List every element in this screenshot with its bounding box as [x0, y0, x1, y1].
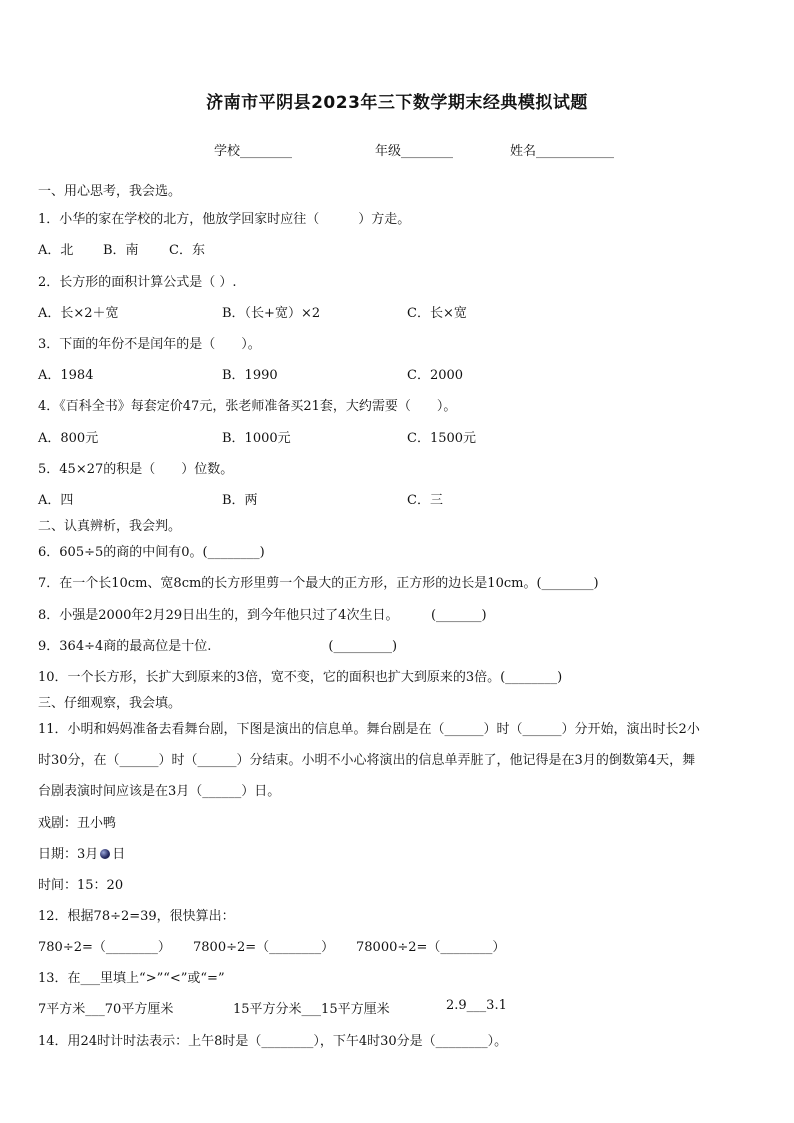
q5-option-c: C．三	[407, 493, 443, 508]
question-11-line-3: 台剧表演时间应该是在3月（______）日。	[38, 784, 281, 799]
ticket-play: 戏剧：丑小鸭	[38, 816, 117, 831]
section3-heading: 三、仔细观察，我会填。	[38, 696, 182, 711]
section1-heading: 一、用心思考，我会选。	[38, 184, 182, 199]
q12-part-c: 78000÷2=（________）	[356, 940, 506, 955]
q4-option-a: A．800元	[38, 431, 99, 446]
question-6: 6．605÷5的商的中间有0。(________)	[38, 545, 265, 560]
q4-option-b: B．1000元	[222, 431, 291, 446]
q13-part-b: 15平方分米___15平方厘米	[233, 1002, 390, 1017]
question-11-line-2: 时30分，在（______）时（______）分结束。小明不小心将演出的信息单弄脏了，他记得是在3月的倒数第4天，舞	[38, 753, 696, 768]
q1-option-c: C．东	[169, 243, 205, 258]
question-8: 8．小强是2000年2月29日出生的，到今年他只过了4次生日。 (_______)	[38, 608, 487, 623]
question-9: 9．364÷4商的最高位是十位. (_________)	[38, 639, 398, 654]
q13-part-c: 2.9___3.1	[446, 998, 507, 1013]
question-12: 12．根据78÷2=39，很快算出：	[38, 909, 235, 924]
q2-option-c: C．长×宽	[407, 306, 467, 321]
q3-option-c: C．2000	[407, 368, 464, 383]
q2-option-a: A．长×2＋宽	[38, 306, 119, 321]
question-13: 13．在___里填上“>”“<”或“=”	[38, 971, 225, 986]
q13-part-a: 7平方米___70平方厘米	[38, 1002, 174, 1017]
ticket-time: 时间：15：20	[38, 878, 124, 893]
name-field: 姓名____________	[510, 144, 615, 159]
question-10: 10．一个长方形，长扩大到原来的3倍，宽不变，它的面积也扩大到原来的3倍。(________)	[38, 670, 563, 685]
q12-part-a: 780÷2=（________）	[38, 940, 171, 955]
question-11-line-1: 11．小明和妈妈准备去看舞台剧，下图是演出的信息单。舞台剧是在（______）时（______）分开始，演出时长2小	[38, 722, 700, 737]
q1-option-b: B．南	[103, 243, 139, 258]
q2-option-b: B．（长+宽）×2	[222, 306, 321, 321]
question-1: 1．小华的家在学校的北方，他放学回家时应往（ ）方走。	[38, 212, 411, 227]
question-14: 14．用24时计时法表示：上午8时是（________），下午4时30分是（________）。	[38, 1034, 508, 1049]
ticket-date-prefix: 日期：3月	[38, 847, 99, 862]
section2-heading: 二、认真辨析，我会判。	[38, 519, 182, 534]
school-field: 学校________	[214, 144, 293, 159]
q3-option-b: B．1990	[222, 368, 278, 383]
q3-option-a: A．1984	[38, 368, 94, 383]
question-3: 3．下面的年份不是闰年的是（ ）。	[38, 337, 261, 352]
question-4: 4．《百科全书》每套定价47元，张老师准备买21套，大约需要（ ）。	[38, 399, 457, 414]
ticket-date	[38, 843, 125, 862]
page-title: 济南市平阴县2023年三下数学期末经典模拟试题	[206, 93, 588, 113]
grade-field: 年级________	[375, 144, 454, 159]
question-5: 5．45×27的积是（ ）位数。	[38, 462, 234, 477]
q4-option-c: C．1500元	[407, 431, 477, 446]
q12-part-b: 7800÷2=（________）	[193, 940, 335, 955]
question-2: 2．长方形的面积计算公式是（ ）.	[38, 275, 237, 290]
question-7: 7．在一个长10cm、宽8cm的长方形里剪一个最大的正方形，正方形的边长是10cm。(________)	[38, 576, 599, 591]
q1-option-a: A．北	[38, 243, 74, 258]
q5-option-a: A．四	[38, 493, 74, 508]
ticket-date-suffix: 日	[112, 847, 126, 862]
q5-option-b: B．两	[222, 493, 258, 508]
dark-blob-icon	[100, 849, 110, 859]
